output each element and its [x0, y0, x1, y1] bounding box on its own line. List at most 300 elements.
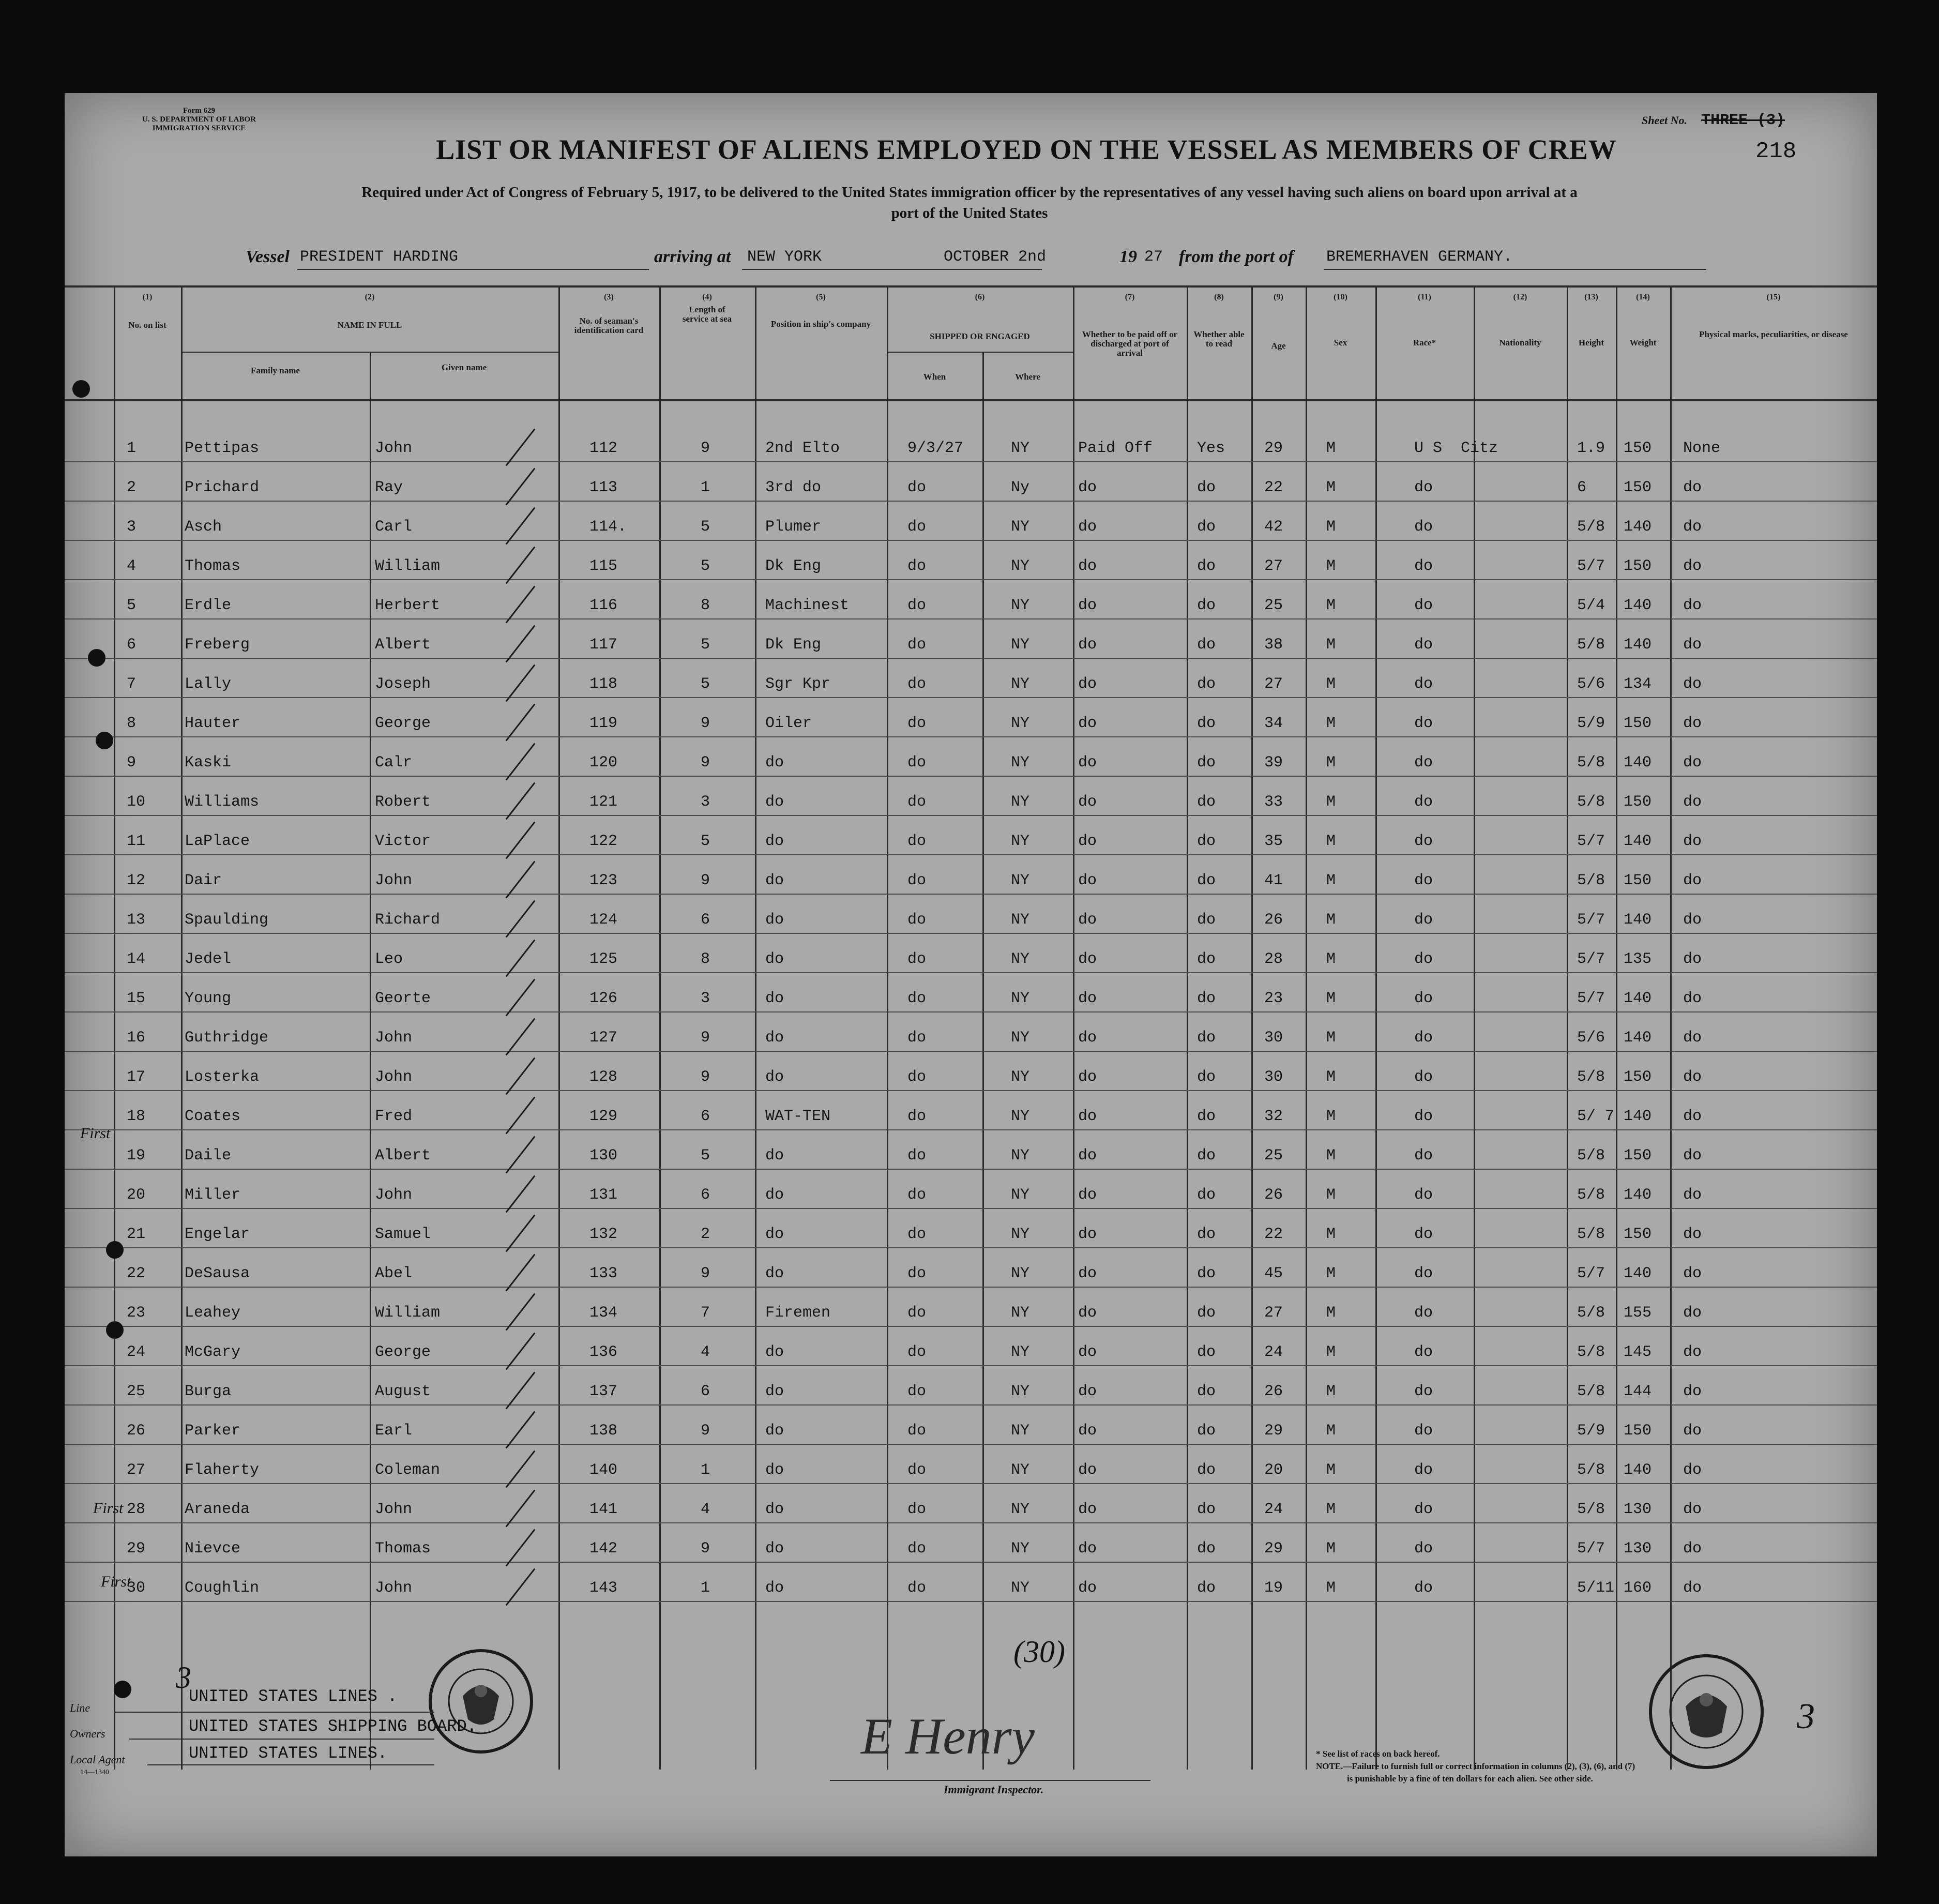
col-7-heading: Whether to be paid off or discharged at port of arrival	[1082, 329, 1178, 358]
service-length-cell: 9	[701, 1422, 710, 1440]
family-name-cell: Guthridge	[185, 1029, 269, 1047]
sex-cell: M	[1326, 1029, 1336, 1047]
check-mark-icon	[506, 1490, 536, 1528]
able-to-read-cell: do	[1197, 675, 1216, 693]
race-cell: do	[1414, 1029, 1433, 1047]
paid-off-cell: do	[1078, 557, 1097, 575]
shipped-when-cell: do	[907, 793, 927, 811]
check-mark-icon	[506, 979, 536, 1017]
check-mark-icon	[506, 429, 536, 466]
id-card-number-cell: 131	[589, 1186, 618, 1204]
position-cell: do	[765, 1461, 784, 1479]
row-number-cell: 3	[127, 518, 137, 536]
weight-cell: 160	[1624, 1579, 1652, 1597]
check-mark-icon	[506, 1097, 536, 1135]
able-to-read-cell: do	[1197, 872, 1216, 889]
binder-hole	[88, 649, 105, 667]
weight-cell: 130	[1624, 1540, 1652, 1558]
race-cell: do	[1414, 1304, 1433, 1322]
height-cell: 5/7	[1577, 950, 1605, 968]
footnote-races: * See list of races on back hereof.	[1316, 1749, 1440, 1759]
row-number-cell: 4	[127, 557, 137, 575]
able-to-read-cell: do	[1197, 479, 1216, 496]
able-to-read-cell: do	[1197, 518, 1216, 536]
shipped-when-cell: do	[907, 872, 927, 889]
shipped-where-cell: NY	[1011, 1422, 1030, 1440]
weight-cell: 140	[1624, 518, 1652, 536]
sex-cell: M	[1326, 950, 1336, 968]
race-cell: do	[1414, 597, 1433, 614]
col-4-heading: Length of service at sea	[682, 305, 732, 324]
service-length-cell: 3	[701, 990, 710, 1007]
given-name-cell: William	[375, 1304, 441, 1322]
service-length-cell: 9	[701, 1540, 710, 1558]
sex-cell: M	[1326, 1068, 1336, 1086]
row-number-cell: 28	[127, 1501, 146, 1518]
height-cell: 5/ 7	[1577, 1108, 1615, 1125]
physical-marks-cell: do	[1683, 990, 1702, 1007]
family-name-cell: Young	[185, 990, 232, 1007]
family-name-cell: Asch	[185, 518, 222, 536]
race-cell: do	[1414, 911, 1433, 929]
from-port-label: from the port of	[1179, 247, 1294, 266]
check-mark-icon	[506, 664, 536, 702]
height-cell: 5/8	[1577, 1343, 1605, 1361]
col-9-number: (9)	[1274, 293, 1283, 301]
row-number-cell: 16	[127, 1029, 146, 1047]
position-cell: do	[765, 1540, 784, 1558]
physical-marks-cell: do	[1683, 1422, 1702, 1440]
check-mark-icon	[506, 507, 536, 545]
row-number-cell: 10	[127, 793, 146, 811]
physical-marks-cell: do	[1683, 1029, 1702, 1047]
weight-cell: 140	[1624, 911, 1652, 929]
family-name-cell: Spaulding	[185, 911, 269, 929]
age-cell: 25	[1264, 597, 1283, 614]
col-1-heading: No. on list	[128, 320, 166, 330]
paid-off-cell: do	[1078, 675, 1097, 693]
shipped-when-cell: do	[907, 1186, 927, 1204]
race-cell: do	[1414, 715, 1433, 732]
paid-off-cell: do	[1078, 1343, 1097, 1361]
row-number-cell: 9	[127, 754, 137, 772]
id-card-number-cell: 143	[589, 1579, 618, 1597]
sex-cell: M	[1326, 1304, 1336, 1322]
shipped-when-cell: do	[907, 950, 927, 968]
weight-cell: 150	[1624, 715, 1652, 732]
shipped-when-cell: do	[907, 1461, 927, 1479]
shipped-where-cell: NY	[1011, 754, 1030, 772]
total-count: (30)	[1013, 1635, 1065, 1669]
binder-hole	[106, 1321, 124, 1339]
age-cell: 41	[1264, 872, 1283, 889]
family-name-cell: Jedel	[185, 950, 232, 968]
shipped-where-cell: NY	[1011, 1068, 1030, 1086]
sex-cell: M	[1326, 833, 1336, 850]
sex-cell: M	[1326, 793, 1336, 811]
able-to-read-cell: do	[1197, 1501, 1216, 1518]
check-mark-icon	[506, 1529, 536, 1567]
paid-off-cell: do	[1078, 1226, 1097, 1243]
able-to-read-cell: do	[1197, 1068, 1216, 1086]
physical-marks-cell: do	[1683, 715, 1702, 732]
physical-marks-cell: do	[1683, 1501, 1702, 1518]
height-cell: 5/8	[1577, 1068, 1605, 1086]
check-mark-icon	[506, 1411, 536, 1449]
height-cell: 5/7	[1577, 1265, 1605, 1282]
id-card-number-cell: 126	[589, 990, 618, 1007]
able-to-read-cell: do	[1197, 754, 1216, 772]
race-cell: do	[1414, 1422, 1433, 1440]
given-name-cell: Georte	[375, 990, 431, 1007]
race-cell: do	[1414, 1226, 1433, 1243]
row-number-cell: 20	[127, 1186, 146, 1204]
given-name-cell: John	[375, 872, 413, 889]
owners-label: Owners	[70, 1727, 105, 1740]
shipped-where-cell: NY	[1011, 1029, 1030, 1047]
col-5-heading: Position in ship's company	[770, 319, 871, 329]
position-cell: 3rd do	[765, 479, 822, 496]
age-cell: 27	[1264, 557, 1283, 575]
family-name-cell: Leahey	[185, 1304, 241, 1322]
given-name-cell: Albert	[375, 636, 431, 654]
position-cell: do	[765, 1501, 784, 1518]
shipped-when-cell: do	[907, 1343, 927, 1361]
check-mark-icon	[506, 782, 536, 820]
sex-cell: M	[1326, 1265, 1336, 1282]
able-to-read-cell: do	[1197, 1579, 1216, 1597]
race-cell: do	[1414, 754, 1433, 772]
race-cell: do	[1414, 793, 1433, 811]
sex-cell: M	[1326, 1343, 1336, 1361]
service-length-cell: 5	[701, 675, 710, 693]
arrival-year: 27	[1144, 248, 1163, 266]
col-8-number: (8)	[1214, 293, 1224, 301]
shipped-when-cell: do	[907, 1501, 927, 1518]
physical-marks-cell: do	[1683, 1540, 1702, 1558]
race-cell: do	[1414, 872, 1433, 889]
given-name-cell: Ray	[375, 479, 403, 496]
weight-cell: 150	[1624, 1422, 1652, 1440]
paid-off-cell: do	[1078, 990, 1097, 1007]
vessel-name: PRESIDENT HARDING	[300, 248, 459, 266]
margin-note-row-18: First	[80, 1125, 111, 1142]
check-mark-icon	[506, 1372, 536, 1410]
family-name-cell: DeSausa	[185, 1265, 250, 1282]
service-length-cell: 8	[701, 950, 710, 968]
shipped-where-cell: Ny	[1011, 479, 1030, 496]
able-to-read-cell: do	[1197, 950, 1216, 968]
shipped-where-cell: NY	[1011, 793, 1030, 811]
service-length-cell: 5	[701, 636, 710, 654]
given-name-cell: George	[375, 1343, 431, 1361]
id-card-number-cell: 120	[589, 754, 618, 772]
col-15-number: (15)	[1766, 293, 1781, 301]
row-number-cell: 18	[127, 1108, 146, 1125]
weight-cell: 140	[1624, 1461, 1652, 1479]
service-length-cell: 4	[701, 1343, 710, 1361]
position-cell: do	[765, 911, 784, 929]
service-length-cell: 5	[701, 833, 710, 850]
age-cell: 29	[1264, 440, 1283, 457]
row-number-cell: 19	[127, 1147, 146, 1165]
id-card-number-cell: 129	[589, 1108, 618, 1125]
paid-off-cell: do	[1078, 715, 1097, 732]
race-cell: do	[1414, 557, 1433, 575]
check-mark-icon	[506, 822, 536, 859]
subtitle	[116, 182, 1823, 223]
id-card-number-cell: 128	[589, 1068, 618, 1086]
physical-marks-cell: do	[1683, 479, 1702, 496]
shipped-where-cell: NY	[1011, 1147, 1030, 1165]
family-name-cell: McGary	[185, 1343, 241, 1361]
check-mark-icon	[506, 743, 536, 781]
id-card-number-cell: 140	[589, 1461, 618, 1479]
able-to-read-cell: do	[1197, 1422, 1216, 1440]
col-9-heading: Age	[1271, 341, 1286, 351]
sex-cell: M	[1326, 1501, 1336, 1518]
weight-cell: 155	[1624, 1304, 1652, 1322]
shipped-where-cell: NY	[1011, 950, 1030, 968]
shipped-when-cell: do	[907, 1304, 927, 1322]
race-cell: do	[1414, 1501, 1433, 1518]
id-card-number-cell: 137	[589, 1383, 618, 1400]
row-number-cell: 5	[127, 597, 137, 614]
paid-off-cell: do	[1078, 872, 1097, 889]
paid-off-cell: Paid Off	[1078, 440, 1153, 457]
family-name-cell: Kaski	[185, 754, 232, 772]
shipped-where-cell: NY	[1011, 872, 1030, 889]
id-card-number-cell: 125	[589, 950, 618, 968]
col-4-number: (4)	[702, 293, 712, 301]
physical-marks-cell: do	[1683, 1186, 1702, 1204]
age-cell: 27	[1264, 1304, 1283, 1322]
age-cell: 26	[1264, 1186, 1283, 1204]
given-name-cell: Thomas	[375, 1540, 431, 1558]
paid-off-cell: do	[1078, 911, 1097, 929]
shipped-where-cell: NY	[1011, 1108, 1030, 1125]
height-cell: 5/8	[1577, 636, 1605, 654]
check-mark-icon	[506, 1136, 536, 1174]
family-name-cell: Coughlin	[185, 1579, 260, 1597]
height-cell: 5/8	[1577, 518, 1605, 536]
departure-port: BREMERHAVEN GERMANY.	[1326, 248, 1513, 266]
margin-note-row-29: First	[101, 1573, 131, 1590]
position-cell: do	[765, 1579, 784, 1597]
sex-cell: M	[1326, 754, 1336, 772]
weight-cell: 145	[1624, 1343, 1652, 1361]
id-card-number-cell: 138	[589, 1422, 618, 1440]
height-cell: 5/7	[1577, 833, 1605, 850]
paid-off-cell: do	[1078, 1579, 1097, 1597]
position-cell: Firemen	[765, 1304, 831, 1322]
position-cell: do	[765, 1029, 784, 1047]
col-10-heading: Sex	[1334, 338, 1347, 347]
col-2-heading: NAME IN FULL	[337, 320, 402, 330]
height-cell: 5/7	[1577, 1540, 1605, 1558]
paid-off-cell: do	[1078, 1304, 1097, 1322]
row-number-cell: 30	[127, 1579, 146, 1597]
shipped-when-cell: do	[907, 557, 927, 575]
paid-off-cell: do	[1078, 793, 1097, 811]
position-cell: do	[765, 1068, 784, 1086]
footnotes	[1316, 1748, 1792, 1785]
physical-marks-cell: do	[1683, 557, 1702, 575]
given-name-cell: John	[375, 1029, 413, 1047]
col-12-heading: Nationality	[1499, 338, 1541, 347]
race-cell: do	[1414, 1383, 1433, 1400]
row-number-cell: 25	[127, 1383, 146, 1400]
family-name-heading: Family name	[251, 366, 300, 375]
shipped-where-cell: NY	[1011, 440, 1030, 457]
check-mark-icon	[506, 586, 536, 624]
paid-off-cell: do	[1078, 1029, 1097, 1047]
weight-cell: 150	[1624, 872, 1652, 889]
sex-cell: M	[1326, 1422, 1336, 1440]
weight-cell: 140	[1624, 1186, 1652, 1204]
col-8-heading: Whether able to read	[1193, 329, 1245, 349]
given-name-cell: George	[375, 715, 431, 732]
height-cell: 1.9	[1577, 440, 1605, 457]
check-mark-icon	[506, 468, 536, 506]
age-cell: 29	[1264, 1540, 1283, 1558]
position-cell: do	[765, 1343, 784, 1361]
paid-off-cell: do	[1078, 636, 1097, 654]
shipped-when-cell: do	[907, 1226, 927, 1243]
physical-marks-cell: do	[1683, 793, 1702, 811]
service-length-cell: 6	[701, 1383, 710, 1400]
paid-off-cell: do	[1078, 1540, 1097, 1558]
form-code: 14—1340	[80, 1769, 109, 1776]
age-cell: 22	[1264, 479, 1283, 496]
age-cell: 19	[1264, 1579, 1283, 1597]
check-mark-icon	[506, 1333, 536, 1370]
age-cell: 35	[1264, 833, 1283, 850]
check-mark-icon	[506, 1215, 536, 1252]
physical-marks-cell: do	[1683, 833, 1702, 850]
id-card-number-cell: 127	[589, 1029, 618, 1047]
paid-off-cell: do	[1078, 1265, 1097, 1282]
paid-off-cell: do	[1078, 1461, 1097, 1479]
sex-cell: M	[1326, 1579, 1336, 1597]
age-cell: 29	[1264, 1422, 1283, 1440]
race-cell: do	[1414, 1579, 1433, 1597]
age-cell: 24	[1264, 1343, 1283, 1361]
shipped-where-cell: NY	[1011, 1265, 1030, 1282]
family-name-cell: Engelar	[185, 1226, 250, 1243]
check-mark-icon	[506, 625, 536, 663]
service-length-cell: 9	[701, 1265, 710, 1282]
able-to-read-cell: do	[1197, 1108, 1216, 1125]
id-card-number-cell: 136	[589, 1343, 618, 1361]
paid-off-cell: do	[1078, 597, 1097, 614]
position-cell: do	[765, 950, 784, 968]
race-cell: do	[1414, 833, 1433, 850]
col-6-heading: SHIPPED OR ENGAGED	[930, 331, 1030, 341]
family-name-cell: Dair	[185, 872, 222, 889]
shipped-when-cell: do	[907, 675, 927, 693]
height-cell: 5/8	[1577, 872, 1605, 889]
binder-hole	[72, 380, 90, 398]
race-cell: do	[1414, 1068, 1433, 1086]
shipped-where-cell: NY	[1011, 1579, 1030, 1597]
age-cell: 34	[1264, 715, 1283, 732]
year-prefix: 19	[1119, 247, 1137, 266]
check-mark-icon	[506, 547, 536, 584]
race-cell: do	[1414, 675, 1433, 693]
able-to-read-cell: do	[1197, 793, 1216, 811]
shipped-when-cell: do	[907, 1422, 927, 1440]
shipped-where-cell: NY	[1011, 557, 1030, 575]
agent-label: Local Agent	[70, 1753, 125, 1766]
height-cell: 5/11	[1577, 1579, 1615, 1597]
shipped-when-cell: do	[907, 597, 927, 614]
weight-cell: 140	[1624, 597, 1652, 614]
service-length-cell: 1	[701, 479, 710, 496]
id-card-number-cell: 122	[589, 833, 618, 850]
weight-cell: 150	[1624, 793, 1652, 811]
race-cell: U S	[1414, 440, 1443, 457]
service-length-cell: 9	[701, 715, 710, 732]
height-cell: 5/8	[1577, 1461, 1605, 1479]
given-name-cell: John	[375, 440, 413, 457]
manifest-sheet	[65, 93, 1877, 1856]
id-card-number-cell: 115	[589, 557, 618, 575]
age-cell: 25	[1264, 1147, 1283, 1165]
shipped-when-cell: do	[907, 1108, 927, 1125]
race-cell: do	[1414, 1108, 1433, 1125]
sex-cell: M	[1326, 872, 1336, 889]
page-number: 218	[1755, 139, 1797, 164]
shipped-when-cell: do	[907, 715, 927, 732]
family-name-cell: Hauter	[185, 715, 241, 732]
sex-cell: M	[1326, 1461, 1336, 1479]
height-cell: 6	[1577, 479, 1587, 496]
row-number-cell: 22	[127, 1265, 146, 1282]
sex-cell: M	[1326, 440, 1336, 457]
physical-marks-cell: do	[1683, 1343, 1702, 1361]
family-name-cell: Lally	[185, 675, 232, 693]
weight-cell: 140	[1624, 1029, 1652, 1047]
shipped-where-cell: NY	[1011, 1226, 1030, 1243]
paid-off-cell: do	[1078, 1422, 1097, 1440]
id-card-number-cell: 132	[589, 1226, 618, 1243]
given-name-cell: Albert	[375, 1147, 431, 1165]
shipped-where-cell: NY	[1011, 990, 1030, 1007]
arriving-label: arriving at	[654, 247, 731, 266]
check-mark-icon	[506, 1175, 536, 1213]
paid-off-cell: do	[1078, 518, 1097, 536]
age-cell: 45	[1264, 1265, 1283, 1282]
position-cell: do	[765, 1383, 784, 1400]
sex-cell: M	[1326, 1108, 1336, 1125]
able-to-read-cell: do	[1197, 1461, 1216, 1479]
weight-cell: 140	[1624, 636, 1652, 654]
col-5-number: (5)	[816, 293, 826, 301]
sex-cell: M	[1326, 990, 1336, 1007]
sheet-value: THREE (3)	[1701, 112, 1785, 129]
position-cell: do	[765, 990, 784, 1007]
height-cell: 5/8	[1577, 1186, 1605, 1204]
age-cell: 33	[1264, 793, 1283, 811]
shipped-when-cell: do	[907, 1383, 927, 1400]
service-length-cell: 4	[701, 1501, 710, 1518]
check-mark-icon	[506, 1450, 536, 1488]
position-cell: Dk Eng	[765, 636, 822, 654]
row-number-cell: 17	[127, 1068, 146, 1086]
inspector-signature: E Henry	[861, 1707, 1035, 1765]
check-mark-icon	[506, 1254, 536, 1292]
